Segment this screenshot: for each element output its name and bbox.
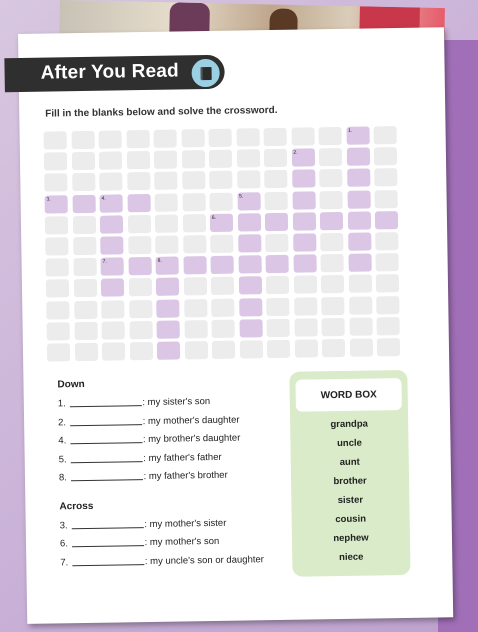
- crossword-cell: [129, 321, 152, 339]
- crossword-cell: [128, 236, 151, 254]
- crossword-cell: [375, 253, 398, 271]
- crossword-cell: [348, 275, 371, 293]
- crossword-cell: [319, 127, 342, 145]
- answer-blank[interactable]: [71, 479, 143, 481]
- clue-text: : my mother's son: [144, 535, 220, 549]
- crossword-cell-active[interactable]: [293, 255, 316, 273]
- crossword-cell: [45, 216, 68, 234]
- book-icon: [189, 57, 221, 89]
- crossword-cell: [211, 277, 234, 295]
- crossword-cell: [127, 172, 150, 190]
- crossword-cell: [267, 340, 290, 358]
- crossword-cell: [155, 214, 178, 232]
- crossword-cell: [44, 174, 67, 192]
- across-heading: Across: [59, 500, 94, 512]
- page-title: After You Read: [40, 60, 180, 84]
- crossword-cell: [47, 322, 70, 340]
- answer-blank[interactable]: [69, 405, 141, 407]
- word-box-item: brother: [333, 475, 367, 488]
- worksheet-page: [18, 27, 453, 624]
- crossword-cell-active[interactable]: [266, 255, 289, 273]
- crossword-cell: [99, 152, 122, 170]
- crossword-cell-active[interactable]: [291, 149, 314, 167]
- crossword-cell-active[interactable]: [293, 233, 316, 251]
- crossword-cell: [291, 127, 314, 145]
- crossword-cell-active[interactable]: [101, 258, 124, 276]
- crossword-cell: [46, 280, 69, 298]
- clue-number: 2.: [293, 149, 298, 156]
- crossword-cell: [183, 277, 206, 295]
- crossword-cell: [154, 130, 177, 148]
- crossword-cell: [73, 279, 96, 297]
- crossword-cell: [184, 320, 207, 338]
- crossword-cell: [74, 300, 97, 318]
- crossword-cell: [210, 192, 233, 210]
- crossword-cell: [126, 130, 149, 148]
- crossword-cell: [182, 214, 205, 232]
- crossword-cell-active[interactable]: [156, 278, 179, 296]
- clue-number: 4.: [101, 195, 106, 202]
- crossword-cell: [154, 151, 177, 169]
- word-box-item: uncle: [336, 437, 362, 450]
- crossword-cell-active[interactable]: [347, 169, 370, 187]
- crossword-cell: [294, 297, 317, 315]
- crossword-cell-active[interactable]: [157, 320, 180, 338]
- crossword-cell-active[interactable]: [348, 232, 371, 250]
- crossword-cell: [319, 148, 342, 166]
- crossword-cell: [44, 152, 67, 170]
- crossword-cell: [209, 171, 232, 189]
- crossword-cell: [211, 298, 234, 316]
- crossword-cell: [154, 172, 177, 190]
- crossword-cell: [321, 254, 344, 272]
- crossword-cell: [182, 193, 205, 211]
- crossword-cell: [74, 343, 97, 361]
- crossword-cell-active[interactable]: [265, 213, 288, 231]
- word-list: [290, 418, 410, 572]
- word-box-item: sister: [337, 494, 364, 507]
- crossword-cell: [266, 297, 289, 315]
- crossword-cell: [127, 215, 150, 233]
- crossword-cell: [212, 341, 235, 359]
- crossword-cell: [47, 343, 70, 361]
- clue-text: : my uncle's son or daughter: [144, 553, 264, 567]
- crossword-cell: [264, 149, 287, 167]
- clue-number: 4.: [58, 435, 70, 447]
- crossword-cell: [294, 339, 317, 357]
- answer-blank[interactable]: [70, 442, 142, 444]
- crossword-cell: [184, 299, 207, 317]
- answer-blank[interactable]: [70, 461, 142, 463]
- crossword-cell: [129, 342, 152, 360]
- crossword-cell: [320, 233, 343, 251]
- section-header: [4, 55, 225, 92]
- crossword-grid: [44, 126, 408, 364]
- crossword-cell: [349, 296, 372, 314]
- word-box-title: WORD BOX: [320, 388, 377, 401]
- crossword-cell: [373, 126, 396, 144]
- clue-number: 6.: [59, 538, 71, 550]
- clue-text: : my sister's son: [142, 396, 211, 409]
- down-heading: Down: [57, 378, 85, 391]
- across-clues: [60, 516, 291, 575]
- crossword-cell: [99, 173, 122, 191]
- crossword-cell: [45, 237, 68, 255]
- crossword-cell: [374, 168, 397, 186]
- crossword-cell: [102, 342, 125, 360]
- crossword-cell-active[interactable]: [100, 215, 123, 233]
- crossword-cell-active[interactable]: [211, 256, 234, 274]
- crossword-cell: [265, 191, 288, 209]
- crossword-cell: [265, 234, 288, 252]
- crossword-cell-active[interactable]: [320, 212, 343, 230]
- word-box-item: aunt: [339, 456, 360, 468]
- crossword-cell-active[interactable]: [72, 194, 95, 212]
- crossword-cell-active[interactable]: [375, 211, 398, 229]
- crossword-cell-active[interactable]: [346, 126, 369, 144]
- crossword-cell: [293, 276, 316, 294]
- crossword-cell: [73, 258, 96, 276]
- crossword-cell-active[interactable]: [292, 212, 315, 230]
- crossword-cell-active[interactable]: [238, 277, 261, 295]
- crossword-cell: [264, 128, 287, 146]
- crossword-cell-active[interactable]: [101, 279, 124, 297]
- crossword-cell: [74, 322, 97, 340]
- crossword-cell: [374, 147, 397, 165]
- crossword-cell: [267, 319, 290, 337]
- crossword-cell: [126, 151, 149, 169]
- crossword-cell: [46, 301, 69, 319]
- clue-text: : my mother's sister: [144, 517, 227, 530]
- crossword-cell-active[interactable]: [45, 195, 68, 213]
- word-box-header: [295, 378, 401, 412]
- crossword-cell-active[interactable]: [239, 319, 262, 337]
- word-box-item: grandpa: [330, 418, 368, 431]
- crossword-cell: [321, 318, 344, 336]
- clue-number: 7.: [60, 556, 71, 568]
- crossword-cell: [210, 235, 233, 253]
- clue-number: 8.: [157, 257, 162, 265]
- crossword-cell: [294, 318, 317, 336]
- crossword-cell: [182, 171, 205, 189]
- answer-blank[interactable]: [70, 424, 142, 426]
- clue-text: : my father's brother: [143, 469, 228, 483]
- word-box: [289, 370, 410, 577]
- crossword-cell: [129, 300, 152, 318]
- crossword-cell: [155, 193, 178, 211]
- crossword-cell: [375, 232, 398, 250]
- crossword-cell-active[interactable]: [128, 257, 151, 275]
- clue-number: 8.: [58, 472, 70, 484]
- clues-section: [57, 376, 290, 576]
- clue-number: 5.: [239, 193, 244, 200]
- crossword-cell: [266, 276, 289, 294]
- word-box-item: nephew: [333, 532, 369, 545]
- crossword-cell: [46, 258, 69, 276]
- clue-number: 6.: [211, 214, 217, 221]
- crossword-cell: [237, 171, 260, 189]
- crossword-cell-active[interactable]: [183, 256, 206, 274]
- clue-item: [60, 553, 290, 575]
- crossword-cell: [181, 150, 204, 168]
- clue-number: 5.: [58, 453, 70, 465]
- crossword-cell: [209, 150, 232, 168]
- crossword-cell: [181, 129, 204, 147]
- crossword-cell: [376, 317, 399, 335]
- crossword-cell: [102, 321, 125, 339]
- crossword-cell-active[interactable]: [347, 211, 370, 229]
- down-clues: [58, 395, 289, 491]
- clue-number: 7.: [102, 258, 107, 265]
- crossword-cell: [349, 338, 372, 356]
- crossword-cell-active[interactable]: [127, 194, 150, 212]
- crossword-cell-active[interactable]: [348, 254, 371, 272]
- crossword-cell-active[interactable]: [156, 299, 179, 317]
- crossword-cell: [71, 131, 94, 149]
- crossword-cell: [72, 216, 95, 234]
- crossword-cell: [99, 130, 122, 148]
- word-box-item: niece: [339, 551, 364, 564]
- crossword-cell-active[interactable]: [156, 257, 179, 275]
- crossword-cell: [239, 340, 262, 358]
- crossword-cell: [349, 317, 372, 335]
- clue-number: 1.: [348, 127, 353, 134]
- crossword-cell: [264, 170, 287, 188]
- crossword-cell: [101, 300, 124, 318]
- clue-text: : my father's father: [143, 451, 222, 464]
- crossword-cell: [72, 173, 95, 191]
- crossword-cell-active[interactable]: [157, 341, 180, 359]
- crossword-cell: [71, 152, 94, 170]
- crossword-cell: [319, 169, 342, 187]
- crossword-cell-active[interactable]: [210, 213, 233, 231]
- clue-number: 3.: [46, 196, 51, 203]
- crossword-cell-active[interactable]: [238, 234, 261, 252]
- clue-text: : my mother's daughter: [142, 414, 240, 427]
- crossword-cell: [44, 131, 67, 149]
- answer-blank[interactable]: [72, 564, 144, 566]
- crossword-cell: [321, 275, 344, 293]
- crossword-cell: [376, 274, 399, 292]
- word-box-item: cousin: [335, 513, 367, 526]
- crossword-cell: [184, 341, 207, 359]
- clue-number: 1.: [57, 398, 69, 410]
- answer-blank[interactable]: [71, 527, 143, 529]
- crossword-cell: [236, 149, 259, 167]
- crossword-cell: [376, 296, 399, 314]
- crossword-cell: [374, 190, 397, 208]
- crossword-cell: [320, 191, 343, 209]
- crossword-cell: [128, 278, 151, 296]
- crossword-cell: [236, 128, 259, 146]
- clue-number: 3.: [59, 519, 71, 531]
- clue-text: : my brother's daughter: [142, 432, 241, 446]
- crossword-cell: [377, 338, 400, 356]
- crossword-cell: [155, 236, 178, 254]
- crossword-cell: [209, 129, 232, 147]
- crossword-cell-active[interactable]: [346, 148, 369, 166]
- crossword-cell: [73, 237, 96, 255]
- crossword-cell: [212, 319, 235, 337]
- answer-blank[interactable]: [72, 545, 144, 547]
- crossword-cell-active[interactable]: [237, 192, 260, 210]
- crossword-cell: [322, 339, 345, 357]
- crossword-cell-active[interactable]: [100, 236, 123, 254]
- crossword-cell-active[interactable]: [237, 213, 260, 231]
- crossword-cell: [183, 235, 206, 253]
- crossword-cell-active[interactable]: [292, 170, 315, 188]
- clue-number: 2.: [58, 416, 69, 428]
- crossword-cell-active[interactable]: [239, 298, 262, 316]
- crossword-cell-active[interactable]: [292, 191, 315, 209]
- crossword-cell-active[interactable]: [100, 194, 123, 212]
- crossword-cell-active[interactable]: [347, 190, 370, 208]
- crossword-cell: [321, 297, 344, 315]
- crossword-cell-active[interactable]: [238, 255, 261, 273]
- instructions: Fill in the blanks below and solve the crossword.: [45, 104, 278, 120]
